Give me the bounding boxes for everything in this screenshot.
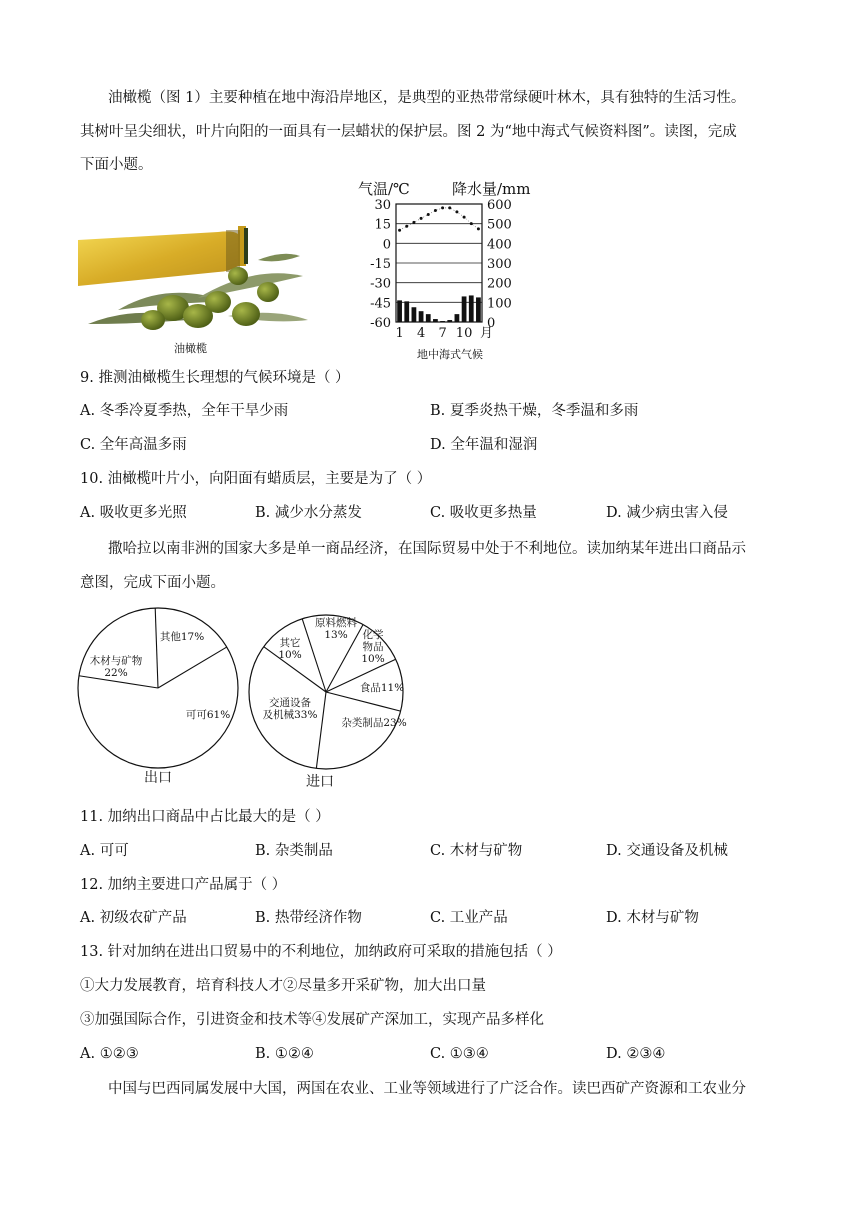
month-axis-label: 月 (480, 326, 494, 341)
temperature-point (434, 209, 437, 212)
intro1-line3: 下面小题。 (80, 157, 153, 173)
q9-option-c[interactable]: C. 全年高温多雨 (80, 437, 187, 453)
temperature-axis-title: 气温/℃ (358, 180, 410, 198)
temperature-tick-label: -60 (370, 316, 391, 331)
temperature-point (427, 213, 430, 216)
precipitation-axis-title: 降水量/mm (452, 180, 531, 198)
q13-option-b[interactable]: B. ①②④ (255, 1046, 314, 1062)
precipitation-tick-label: 300 (487, 257, 512, 272)
q10-option-c[interactable]: C. 吸收更多热量 (430, 505, 537, 521)
q12-option-c[interactable]: C. 工业产品 (430, 910, 508, 926)
climate-chart (350, 178, 550, 364)
precipitation-tick-label: 500 (487, 217, 512, 233)
q11-option-b[interactable]: B. 杂类制品 (255, 843, 333, 859)
precipitation-bar (476, 297, 481, 322)
precipitation-tick-label: 600 (487, 198, 512, 213)
precipitation-bar (447, 320, 452, 322)
intro1-line1: 油橄榄（图 1）主要种植在地中海沿岸地区，是典型的亚热带常绿硬叶林木，具有独特的生活习性。 (108, 90, 746, 106)
precipitation-tick-label: 200 (487, 276, 512, 292)
q12-option-b[interactable]: B. 热带经济作物 (255, 910, 362, 926)
pie-slice-label: 杂类制品23% (341, 717, 407, 729)
precipitation-bar (397, 300, 402, 322)
q12-stem: 12. 加纳主要进口产品属于（ ） (80, 877, 287, 893)
pie-slice-label: 交通设备 (269, 697, 311, 709)
pie-slice-label: 原料燃料 (315, 617, 357, 629)
q13-line2: ③加强国际合作，引进资金和技术等④发展矿产深加工，实现产品多样化 (80, 1012, 544, 1028)
trade-pie-charts (70, 600, 420, 800)
intro2-line2: 意图，完成下面小题。 (80, 575, 225, 591)
climate-chart-caption: 地中海式气候 (417, 348, 483, 361)
q9-option-d[interactable]: D. 全年温和湿润 (430, 437, 538, 453)
pie-slice-label: 可可61% (185, 709, 231, 721)
temperature-tick-label: 15 (374, 217, 391, 233)
intro2-line1: 撒哈拉以南非洲的国家大多是单一商品经济，在国际贸易中处于不利地位。读加纳某年进出口商品示 (108, 541, 746, 557)
temperature-tick-label: -45 (370, 296, 391, 312)
temperature-point (477, 227, 480, 230)
precipitation-tick-label: 400 (487, 237, 512, 253)
pie-slice-label: 化学 (362, 629, 384, 641)
fig1-caption: 油橄榄 (174, 342, 207, 355)
precipitation-bar (404, 301, 409, 322)
q10-stem: 10. 油橄榄叶片小，向阳面有蜡质层，主要是为了（ ） (80, 471, 432, 487)
q9-option-a[interactable]: A. 冬季冷夏季热，全年干旱少雨 (80, 403, 289, 419)
precipitation-bar (419, 311, 424, 322)
pie-slice-label: 其他17% (159, 631, 205, 643)
month-tick-label: 7 (438, 326, 447, 341)
intro3-line1: 中国与巴西同属发展中大国，两国在农业、工业等领域进行了广泛合作。读巴西矿产资源和工农业分 (108, 1081, 746, 1097)
q11-stem: 11. 加纳出口商品中占比最大的是（ ） (80, 809, 330, 825)
pie-slice-label: 木材与矿物 (89, 655, 143, 667)
q9-stem: 9. 推测油橄榄生长理想的气候环境是（ ） (80, 370, 350, 386)
precipitation-bar (469, 295, 474, 322)
q10-option-d[interactable]: D. 减少病虫害入侵 (606, 505, 728, 521)
precipitation-bar (462, 296, 467, 322)
pie-slice-label: 22% (104, 667, 128, 679)
pie-slice-label: 食品11% (359, 682, 405, 694)
temperature-tick-label: 0 (382, 237, 391, 253)
pie-slice-label: 10% (361, 653, 385, 665)
pie-slice-label: 及机械33% (262, 709, 318, 721)
pie-slice-label: 其它 (279, 637, 301, 649)
q12-option-a[interactable]: A. 初级农矿产品 (80, 910, 187, 926)
intro1-line2: 其树叶呈尖细状，叶片向阳的一面具有一层蜡状的保护层。图 2 为“地中海式气候资料图”。读图，完成 (80, 124, 737, 140)
precipitation-tick-label: 0 (487, 316, 496, 331)
q11-option-d[interactable]: D. 交通设备及机械 (606, 843, 728, 859)
q12-option-d[interactable]: D. 木材与矿物 (606, 910, 699, 926)
month-tick-label: 10 (455, 326, 473, 341)
month-tick-label: 4 (416, 326, 426, 341)
precipitation-bar (412, 307, 417, 322)
precipitation-bar (426, 314, 431, 322)
q10-option-b[interactable]: B. 减少水分蒸发 (255, 505, 362, 521)
precipitation-tick-label: 100 (487, 296, 512, 312)
pie-title: 出口 (144, 770, 172, 786)
temperature-line (400, 208, 479, 230)
temperature-tick-label: -30 (370, 276, 391, 292)
temperature-point (405, 225, 408, 228)
pie-slice-label: 物品 (362, 641, 384, 653)
temperature-tick-label: -15 (370, 257, 391, 272)
pie-slice-label: 10% (278, 649, 302, 661)
precipitation-bar (440, 321, 445, 322)
pie-title: 进口 (306, 774, 334, 790)
q10-option-a[interactable]: A. 吸收更多光照 (80, 505, 187, 521)
temperature-point (470, 222, 473, 225)
precipitation-bar (455, 314, 460, 322)
q13-option-c[interactable]: C. ①③④ (430, 1046, 489, 1062)
q9-option-b[interactable]: B. 夏季炎热干燥，冬季温和多雨 (430, 403, 639, 419)
temperature-point (412, 221, 415, 224)
temperature-tick-label: 30 (374, 198, 391, 213)
olive-oil-illustration (78, 220, 310, 338)
q11-option-c[interactable]: C. 木材与矿物 (430, 843, 523, 859)
pie-slice-label: 13% (324, 629, 348, 641)
q13-line1: ①大力发展教育，培育科技人才②尽量多开采矿物，加大出口量 (80, 978, 486, 994)
q11-option-a[interactable]: A. 可可 (80, 843, 129, 859)
precipitation-bar (433, 319, 438, 322)
q13-option-a[interactable]: A. ①②③ (80, 1046, 139, 1062)
q13-stem: 13. 针对加纳在进出口贸易中的不利地位，加纳政府可采取的措施包括（ ） (80, 944, 562, 960)
q13-option-d[interactable]: D. ②③④ (606, 1046, 666, 1062)
month-tick-label: 1 (395, 326, 404, 341)
